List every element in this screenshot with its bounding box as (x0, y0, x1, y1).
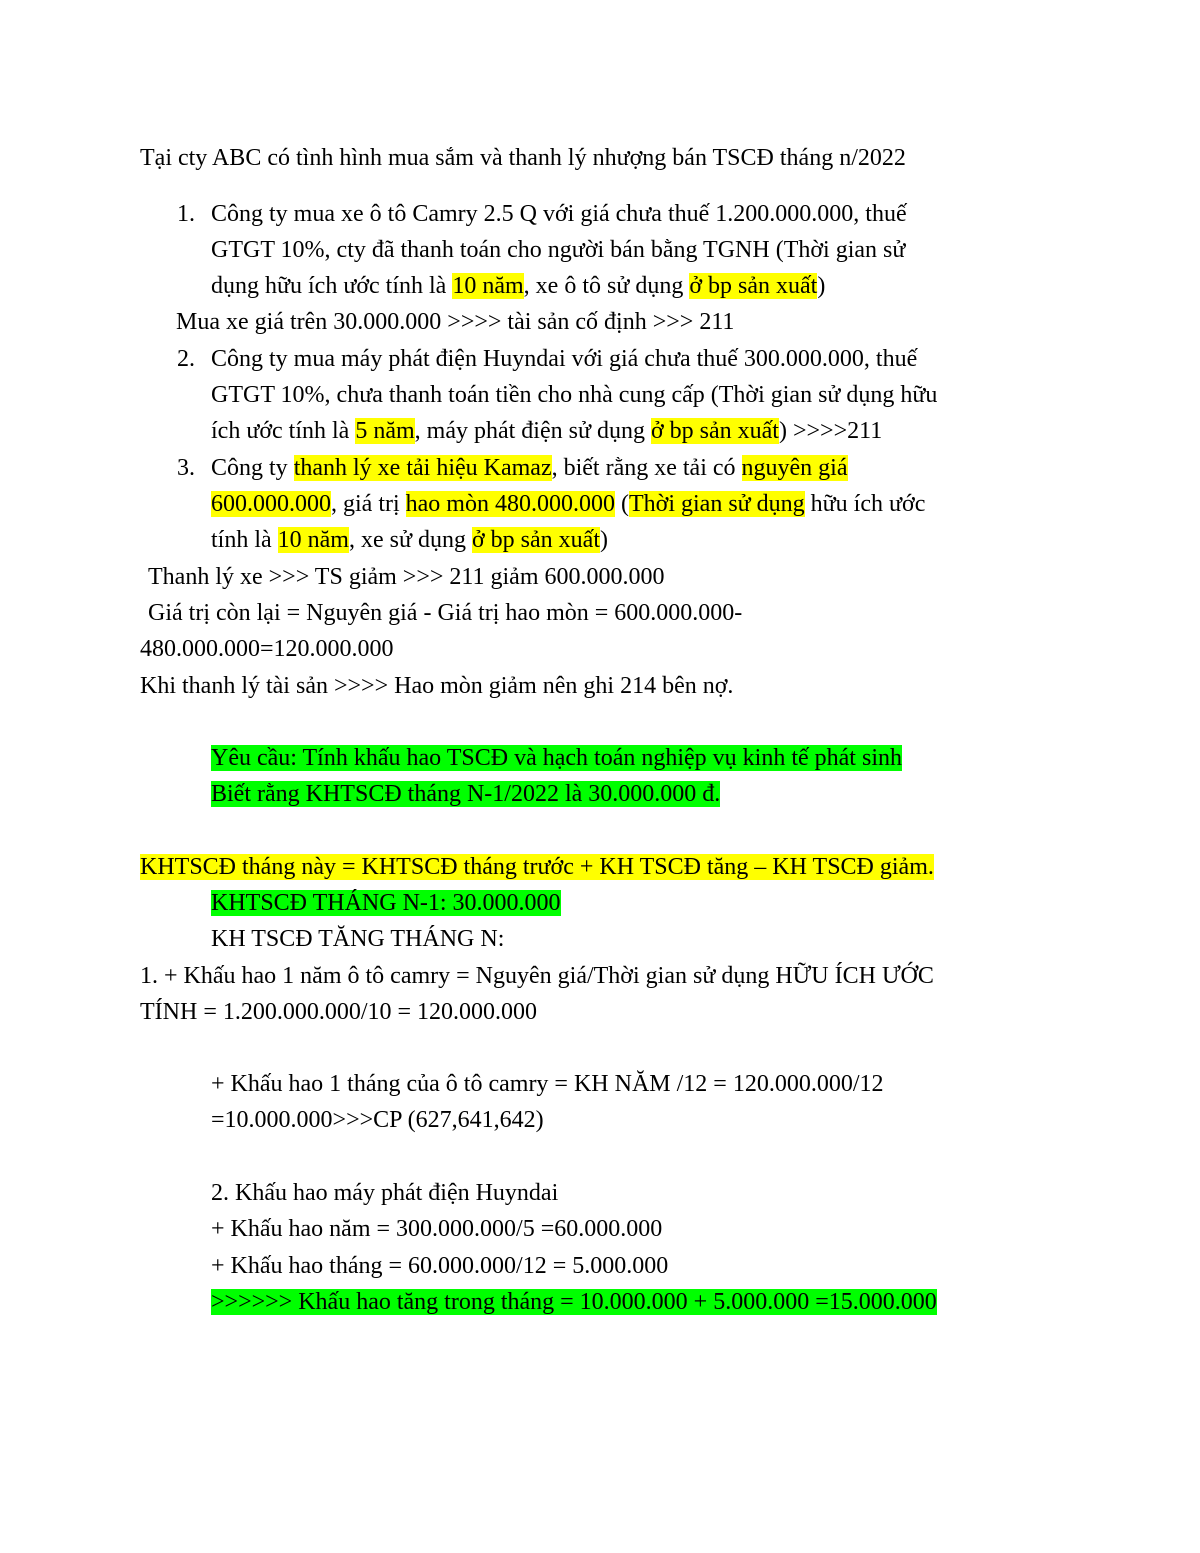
highlight-original-cost: nguyên giá (741, 455, 848, 481)
note-3-line-2: Giá trị còn lại = Nguyên giá - Giá trị hao mòn = 600.000.000- (148, 600, 743, 626)
highlight-usage-time: Thời gian sử dụng (628, 491, 805, 517)
request-line-2: Biết rằng KHTSCĐ tháng N-1/2022 là 30.000.000 đ. (211, 781, 721, 807)
highlight-production-dept: ở bp sản xuất (689, 273, 818, 299)
calc-1-line-2: TÍNH = 1.200.000.000/10 = 120.000.000 (140, 999, 538, 1025)
highlight-useful-life: 10 năm (452, 273, 524, 299)
calc-2-line-2: + Khấu hao tháng = 60.000.000/12 = 5.000.000 (211, 1253, 669, 1279)
highlight-depreciation: hao mòn 480.000.000 (405, 491, 615, 517)
total-increase-line: >>>>>> Khấu hao tăng trong tháng = 10.000.000 + 5.000.000 =15.000.000 (211, 1289, 937, 1315)
highlight-production-dept: ở bp sản xuất (650, 418, 779, 444)
calc-2-heading: 2. Khấu hao máy phát điện Huyndai (211, 1180, 559, 1206)
note-3-line-1: Thanh lý xe >>> TS giảm >>> 211 giảm 600.000.000 (148, 564, 665, 590)
note-3-line-3: 480.000.000=120.000.000 (140, 636, 394, 662)
item-2-line-2: GTGT 10%, chưa thanh toán tiền cho nhà cung cấp (Thời gian sử dụng hữu (211, 382, 938, 408)
calc-1-line-3: + Khấu hao 1 tháng của ô tô camry = KH NĂM /12 = 120.000.000/12 (211, 1071, 884, 1097)
list-number-1: 1. (177, 201, 195, 227)
calc-1-line-4: =10.000.000>>>CP (627,641,642) (211, 1107, 544, 1133)
prev-month-depreciation: KHTSCĐ THÁNG N-1: 30.000.000 (211, 890, 561, 916)
formula-line: KHTSCĐ tháng này = KHTSCĐ tháng trước + KH TSCĐ tăng – KH TSCĐ giảm. (140, 854, 934, 880)
calc-2-line-1: + Khấu hao năm = 300.000.000/5 =60.000.000 (211, 1216, 663, 1242)
list-number-3: 3. (177, 455, 195, 481)
highlight-useful-life: 5 năm (355, 418, 415, 444)
calc-1-line-1: 1. + Khấu hao 1 năm ô tô camry = Nguyên giá/Thời gian sử dụng HỮU ÍCH ƯỚC (140, 963, 934, 989)
request-line-1: Yêu cầu: Tính khấu hao TSCĐ và hạch toán nghiệp vụ kinh tế phát sinh (211, 745, 902, 771)
item-1-line-1: Công ty mua xe ô tô Camry 2.5 Q với giá chưa thuế 1.200.000.000, thuế (211, 201, 907, 227)
highlight-cost-value: 600.000.000 (211, 491, 331, 517)
item-3-line-1: Công ty thanh lý xe tải hiệu Kamaz, biết rằng xe tải có nguyên giá (211, 455, 848, 481)
item-2-line-1: Công ty mua máy phát điện Huyndai với giá chưa thuế 300.000.000, thuế (211, 346, 918, 372)
increase-heading: KH TSCĐ TĂNG THÁNG N: (211, 926, 505, 952)
note-item-1: Mua xe giá trên 30.000.000 >>>> tài sản cố định >>> 211 (176, 309, 735, 335)
list-number-2: 2. (177, 346, 195, 372)
highlight-production-dept: ở bp sản xuất (471, 527, 600, 553)
note-3-line-4: Khi thanh lý tài sản >>>> Hao mòn giảm nên ghi 214 bên nợ. (140, 673, 734, 699)
highlight-disposal: thanh lý xe tải hiệu Kamaz (293, 455, 552, 481)
item-3-line-3: tính là 10 năm, xe sử dụng ở bp sản xuất) (211, 527, 608, 553)
document-title: Tại cty ABC có tình hình mua sắm và thanh lý nhượng bán TSCĐ tháng n/2022 (140, 145, 906, 171)
item-1-line-3: dụng hữu ích ước tính là 10 năm, xe ô tô sử dụng ở bp sản xuất) (211, 273, 826, 299)
item-1-line-2: GTGT 10%, cty đã thanh toán cho người bán bằng TGNH (Thời gian sử (211, 237, 906, 263)
highlight-useful-life: 10 năm (277, 527, 349, 553)
item-3-line-2: 600.000.000, giá trị hao mòn 480.000.000 (Thời gian sử dụng hữu ích ước (211, 491, 926, 517)
item-2-line-3: ích ước tính là 5 năm, máy phát điện sử dụng ở bp sản xuất) >>>>211 (211, 418, 883, 444)
